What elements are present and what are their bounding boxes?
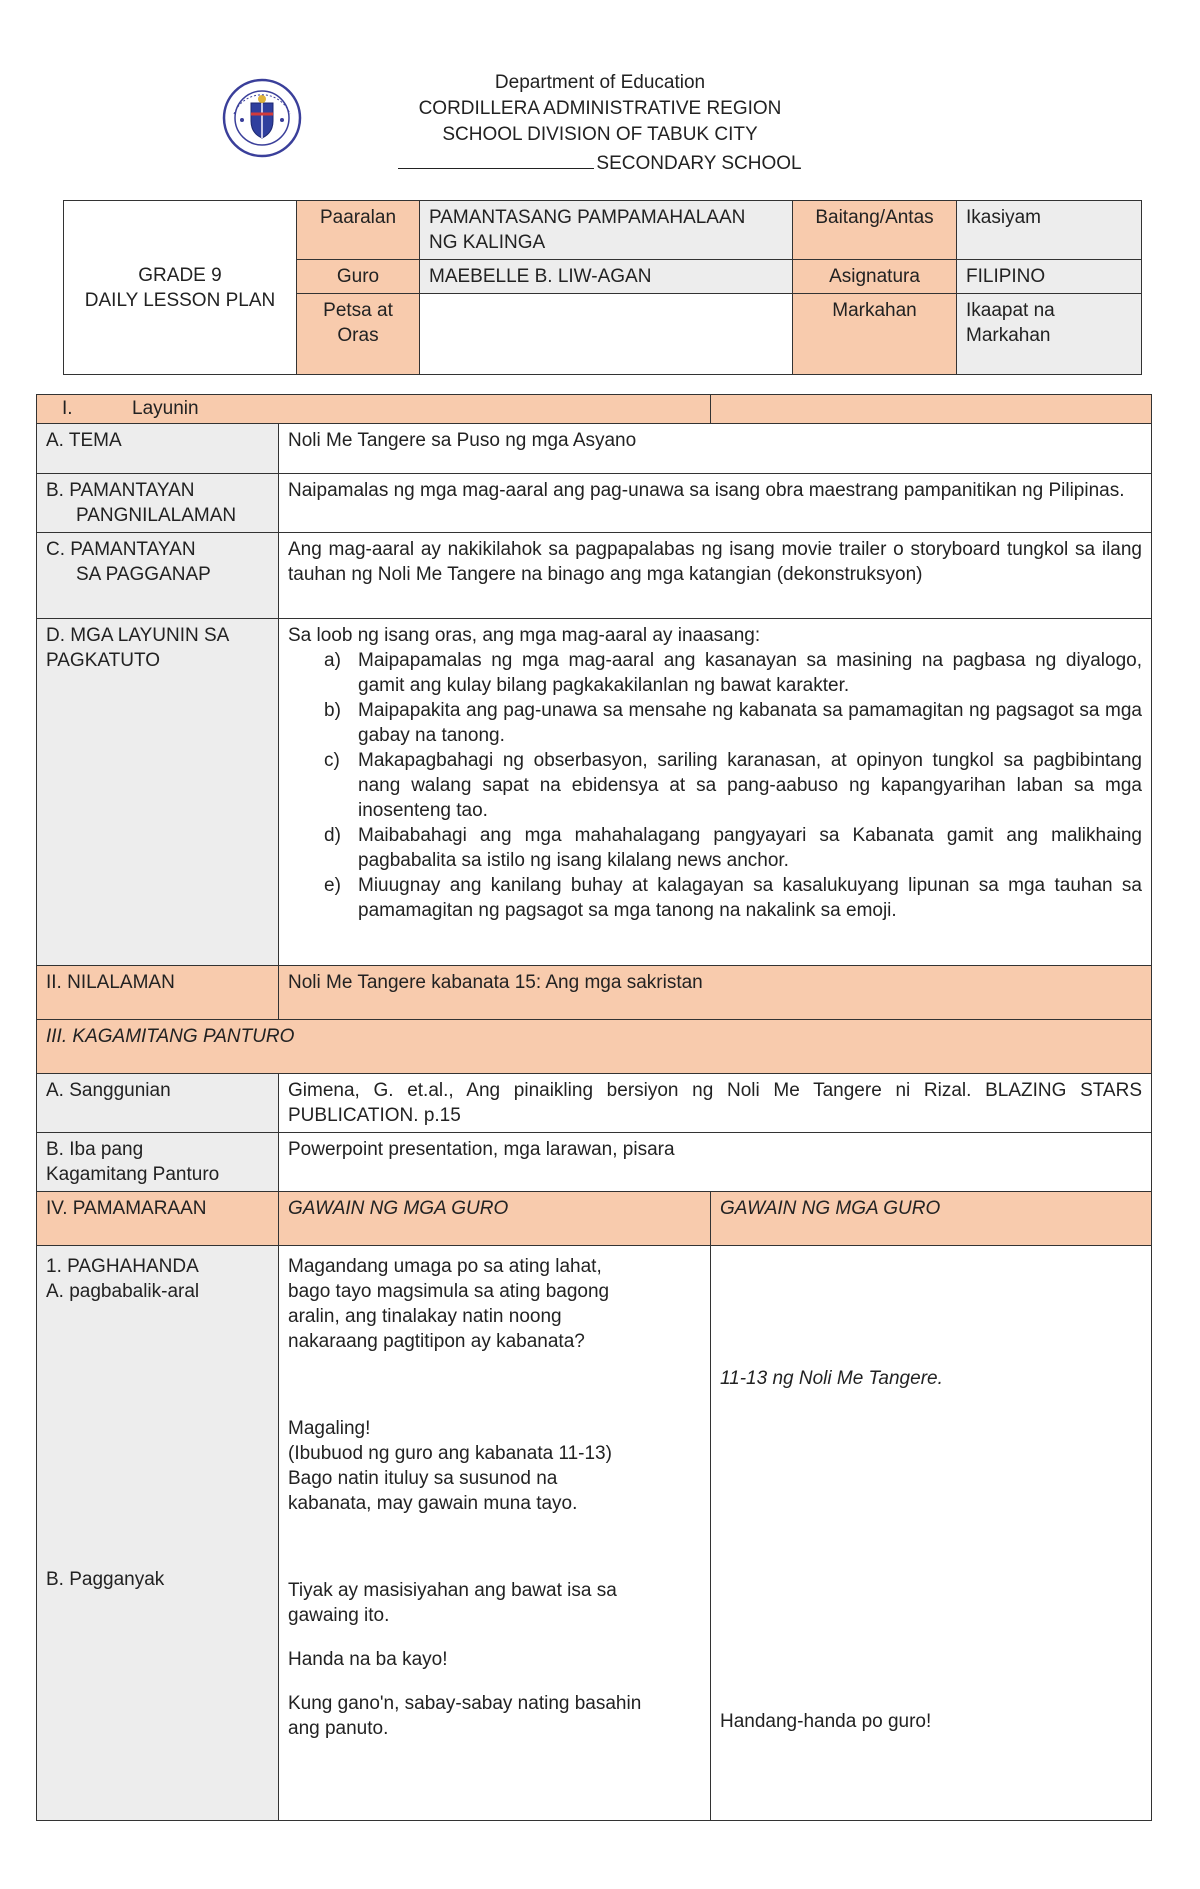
guro-activity-text — [279, 1246, 711, 1821]
mga-layunin-label — [37, 619, 279, 966]
petsa-label-line1: Petsa at — [323, 300, 393, 321]
tema-value: Noli Me Tangere sa Puso ng mga Asyano — [279, 424, 1152, 474]
sanggunian-value: Gimena, G. et.al., Ang pinaikling bersiyon ng Noli Me Tangere ni Rizal. BLAZING STARS PUBLICATION. p.15 — [279, 1074, 1152, 1133]
guro-block-5 — [288, 1691, 701, 1741]
iba-pang-kagamitan-label — [37, 1133, 279, 1192]
guro-line: gawaing ito. — [288, 1605, 390, 1626]
guro-line: Bago natin ituluy sa susunod na — [288, 1468, 558, 1489]
pamantayan-pangnilalaman-value: Naipamalas ng mga mag-aaral ang pag-unawa sa isang obra maestrang pampanitikan ng Pilipinas. — [279, 474, 1152, 533]
guro-label: Guro — [297, 260, 420, 294]
pamantayan-pagganap-value: Ang mag-aaral ay nakikilahok sa pagpapalabas ng isang movie trailer o storyboard tungkol sa ilang tauhan ng Noli Me Tangere na binago ang mga katangian (dekonstruksyon) — [279, 533, 1152, 619]
spacer — [720, 1391, 1142, 1709]
pamamaraan-label: IV. PAMAMARAAN — [37, 1192, 279, 1246]
school-line — [360, 148, 840, 177]
guro-block-2 — [288, 1416, 701, 1516]
mga-layunin-line2: PAGKATUTO — [46, 650, 161, 671]
guro-line: aralin, ang tinalakay natin noong — [288, 1306, 562, 1327]
list-item — [288, 748, 1142, 823]
guro-block-1 — [288, 1254, 701, 1354]
markahan-value — [957, 294, 1142, 375]
guro-block-3 — [288, 1578, 701, 1628]
guro-line: kabanata, may gawain muna tayo. — [288, 1493, 578, 1514]
asignatura-value: FILIPINO — [957, 260, 1142, 294]
pamantayan-pangnilalaman-label — [37, 474, 279, 533]
petsa-label-line2: Oras — [337, 325, 379, 346]
layunin-header-right — [711, 395, 1152, 424]
pamantayan-p-line1: B. PAMANTAYAN — [46, 480, 195, 501]
objective-text: Makapagbahagi ng obserbasyon, sariling karanasan, at opinyon tungkol sa pagbibintang nang walang sapat na ebidensya at sa pang-aabuso ng kapangyarihan laban sa mga inosenteng tao. — [358, 750, 1142, 821]
letterhead — [360, 70, 840, 177]
spacer — [288, 1354, 701, 1416]
pamantayan-g-line2: SA PAGGANAP — [76, 564, 211, 585]
sanggunian-label: A. Sanggunian — [37, 1074, 279, 1133]
objective-marker: d) — [324, 825, 341, 846]
objectives-intro: Sa loob ng isang oras, ang mga mag-aaral ay inaasang: — [288, 625, 761, 646]
iba-line2: Kagamitang Panturo — [46, 1164, 220, 1185]
pamantayan-g-line1: C. PAMANTAYAN — [46, 539, 196, 560]
guro-value: MAEBELLE B. LIW-AGAN — [420, 260, 793, 294]
mag-aaral-activity-text — [711, 1246, 1152, 1821]
layunin-header — [37, 395, 711, 424]
deped-seal-icon — [222, 78, 302, 158]
paghahanda-label: 1. PAGHAHANDA — [46, 1256, 199, 1277]
guro-line: Kung gano'n, sabay-sabay nating basahin — [288, 1693, 642, 1714]
dept-name: Department of Education — [494, 72, 706, 93]
guro-line: (Ibubuod ng guro ang kabanata 11-13) — [288, 1443, 612, 1464]
objective-marker: a) — [324, 650, 341, 671]
list-item — [288, 698, 1142, 748]
objective-marker: c) — [324, 750, 340, 771]
guro-line: ang panuto. — [288, 1718, 389, 1739]
mga-layunin-line1: D. MGA LAYUNIN SA — [46, 625, 230, 646]
objective-marker: e) — [324, 875, 341, 896]
spacer — [720, 1254, 1142, 1366]
spacer — [46, 1304, 269, 1567]
nilalaman-value: Noli Me Tangere kabanata 15: Ang mga sakristan — [279, 966, 1152, 1020]
objective-text: Maipapakita ang pag-unawa sa mensahe ng kabanata sa pamamagitan ng pagsagot sa mga gabay na tanong. — [358, 700, 1142, 746]
baitang-label: Baitang/Antas — [793, 201, 957, 260]
lesson-info-table — [63, 200, 1142, 375]
objectives-list — [288, 648, 1142, 923]
list-item — [288, 873, 1142, 923]
lesson-content-table — [36, 394, 1152, 1821]
markahan-label: Markahan — [793, 294, 957, 375]
pamantayan-p-line2: PANGNILALAMAN — [76, 505, 237, 526]
guro-line: Magandang umaga po sa ating lahat, — [288, 1256, 602, 1277]
pagbabalik-aral-label: A. pagbabalik-aral — [46, 1281, 200, 1302]
guro-line: Handa na ba kayo! — [288, 1649, 448, 1670]
plan-type-label: DAILY LESSON PLAN — [84, 289, 276, 311]
paaralan-value-line1: PAMANTASANG PAMPAMAHALAAN — [429, 207, 746, 228]
markahan-value-line2: Markahan — [966, 325, 1051, 346]
region-name: CORDILLERA ADMINISTRATIVE REGION — [418, 98, 782, 119]
baitang-value: Ikasiyam — [957, 201, 1142, 260]
school-suffix: SECONDARY SCHOOL — [596, 153, 802, 174]
iba-line1: B. Iba pang — [46, 1139, 144, 1160]
spacer — [288, 1672, 701, 1691]
objective-text: Maibabahagi ang mga mahahalagang pangyayari sa Kabanata gamit ang malikhaing pagbabalita sa istilo ng isang kilalang news anchor. — [358, 825, 1142, 871]
markahan-value-line1: Ikaapat na — [966, 300, 1055, 321]
guro-line: nakaraang pagtitipon ay kabanata? — [288, 1331, 585, 1352]
gawain-mag-aaral-header: GAWAIN NG MGA GURO — [711, 1192, 1152, 1246]
guro-line: Tiyak ay masisiyahan ang bawat isa sa — [288, 1580, 617, 1601]
gawain-guro-header: GAWAIN NG MGA GURO — [279, 1192, 711, 1246]
plan-title — [64, 201, 297, 375]
mga-layunin-value — [279, 619, 1152, 966]
grade-label: GRADE 9 — [138, 264, 222, 286]
paaralan-value — [420, 201, 793, 260]
guro-line: Magaling! — [288, 1418, 371, 1439]
paaralan-label: Paaralan — [297, 201, 420, 260]
petsa-value — [420, 294, 793, 375]
list-item — [288, 823, 1142, 873]
layunin-label: Layunin — [132, 398, 199, 419]
paaralan-value-line2: NG KALINGA — [429, 232, 546, 253]
spacer — [288, 1628, 701, 1647]
asignatura-label: Asignatura — [793, 260, 957, 294]
list-item — [288, 648, 1142, 698]
layunin-number: I. — [62, 398, 73, 419]
spacer — [288, 1516, 701, 1578]
division-name: SCHOOL DIVISION OF TABUK CITY — [442, 124, 758, 145]
iba-pang-kagamitan-value: Powerpoint presentation, mga larawan, pisara — [279, 1133, 1152, 1192]
petsa-label — [297, 294, 420, 375]
nilalaman-label: II. NILALAMAN — [37, 966, 279, 1020]
procedure-labels — [37, 1246, 279, 1821]
objective-marker: b) — [324, 700, 341, 721]
pamantayan-pagganap-label — [37, 533, 279, 619]
pagganyak-label: B. Pagganyak — [46, 1569, 165, 1590]
guro-line: bago tayo magsimula sa ating bagong — [288, 1281, 610, 1302]
school-name-blank — [398, 148, 594, 169]
student-answer-2: Handang-handa po guro! — [720, 1711, 932, 1732]
objective-text: Maipapamalas ng mga mag-aaral ang kasanayan sa masining na pagbasa ng diyalogo, gamit ang kulay bilang pagkakakilanlan ng bawat karakter. — [358, 650, 1142, 696]
student-answer-1: 11-13 ng Noli Me Tangere. — [720, 1368, 943, 1389]
tema-label: A. TEMA — [37, 424, 279, 474]
kagamitan-header: III. KAGAMITANG PANTURO — [37, 1020, 1152, 1074]
objective-text: Miuugnay ang kanilang buhay at kalagayan sa kasalukuyang lipunan sa mga tauhan sa pamamagitan ng pagsagot sa mga tanong na nakalink sa emoji. — [358, 875, 1142, 921]
